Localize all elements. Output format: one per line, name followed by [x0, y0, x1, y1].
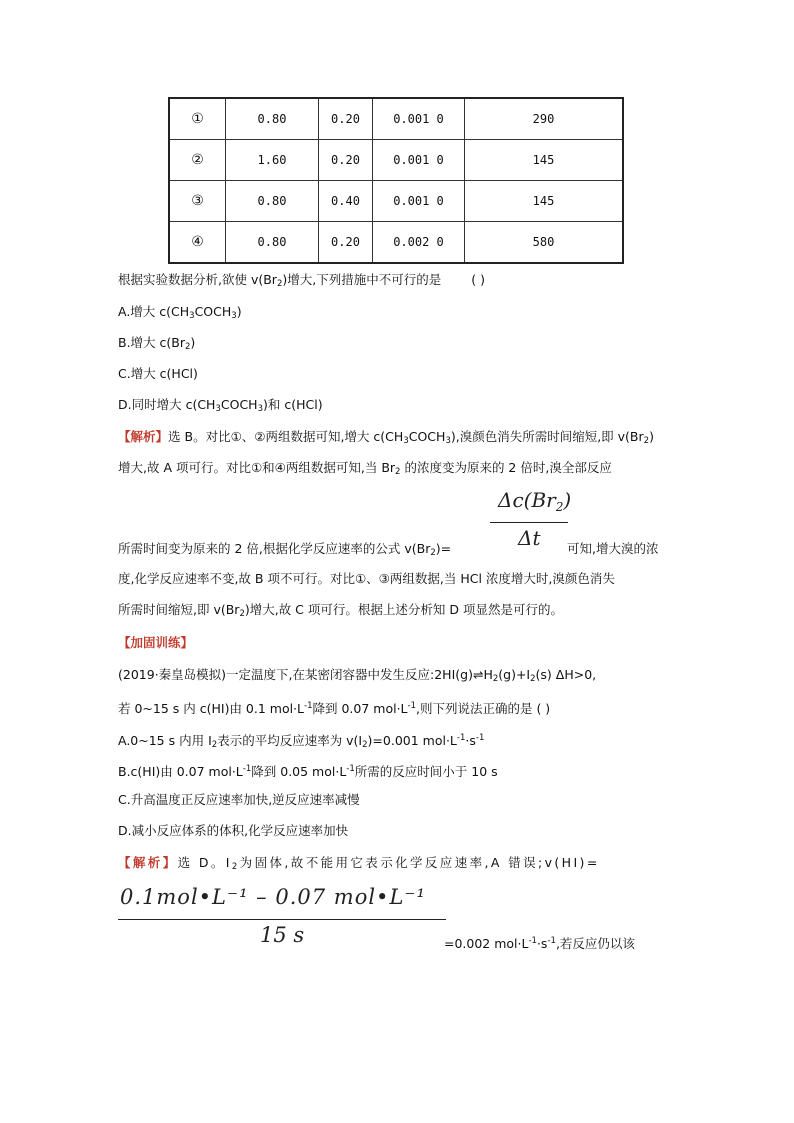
table-cell-acetone-concentration: 0.80: [226, 222, 319, 264]
table-cell-bromine-concentration: 0.002 0: [373, 222, 465, 264]
table-cell-hcl-concentration: 0.20: [319, 140, 373, 181]
rate-formula-denominator: Δt: [518, 526, 541, 550]
table-cell-experiment-number: ①: [169, 98, 226, 140]
question-2-option-b: B.c(HI)由 0.07 $mol\cdot L^{-1}$降到 0.05 $mol\cdot L^{-1}$所需的反应时间小于 10 s: [118, 764, 498, 779]
table-row: [169, 98, 623, 140]
table-cell-hcl-concentration: 0.20: [319, 98, 373, 140]
table-cell-hcl-concentration: 0.20: [319, 222, 373, 264]
analysis-2-line-2: =0.002 $mol\cdot L^{-1}\cdot s^{-1}$,若反应仍以该: [444, 936, 635, 951]
analysis-tag: 【解析】: [118, 429, 169, 444]
question-2-option-c: C.升高温度正反应速率加快,逆反应速率减慢: [118, 792, 360, 807]
table-cell-fade-time: 145: [465, 140, 624, 181]
table-cell-fade-time: 580: [465, 222, 624, 264]
table-cell-experiment-number: ②: [169, 140, 226, 181]
table-cell-fade-time: 145: [465, 181, 624, 222]
analysis-1-line-3-end: 可知,增大溴的浓: [567, 541, 659, 556]
table-cell-bromine-concentration: 0.001 0: [373, 140, 465, 181]
analysis-tag: 【解析】: [118, 855, 178, 870]
table-cell-acetone-concentration: 0.80: [226, 181, 319, 222]
table-cell-experiment-number: ④: [169, 222, 226, 264]
analysis-2-line-1: 【解析】选 D。$I_2$为固体,故不能用它表示化学反应速率,A 错误;v(HI)=: [118, 855, 600, 872]
table-cell-acetone-concentration: 0.80: [226, 98, 319, 140]
hi-rate-numerator: 0.1mol•L⁻¹ – 0.07 mol•L⁻¹: [120, 885, 426, 909]
analysis-1-line-3: 所需时间变为原来的 2 倍,根据化学反应速率的公式 $v(Br_2)=$: [118, 541, 452, 558]
table-cell-bromine-concentration: 0.001 0: [373, 181, 465, 222]
question-2-line-1: (2019·秦皇岛模拟)一定温度下,在某密闭容器中发生反应$:2HI(g)\rightleftharpoons H_2(g)+I_2(s)$ ΔH>0,: [118, 667, 597, 684]
hi-rate-bar: [118, 919, 446, 920]
rate-formula-bar: [490, 522, 568, 523]
experiment-data-table: [168, 97, 624, 264]
analysis-1-line-5: 所需时间缩短,即 $v(Br_2)$增大,故 C 项可行。根据上述分析知 D 项显然是可行的。: [118, 602, 563, 619]
question-2-option-a: A.0~15 s 内用 $I_2$表示的平均反应速率为 $v(I_2)=0.001$ $mol\cdot L^{-1}\cdot s^{-1}$: [118, 733, 485, 750]
table-cell-bromine-concentration: 0.001 0: [373, 98, 465, 140]
table-cell-acetone-concentration: 1.60: [226, 140, 319, 181]
table-cell-fade-time: 290: [465, 98, 624, 140]
hi-rate-denominator: 15 s: [260, 923, 305, 947]
table-row: [169, 140, 623, 181]
question-1-option-c: C.增大 c(HCl): [118, 366, 198, 381]
analysis-1-line-4: 度,化学反应速率不变,故 B 项不可行。对比①、③两组数据,当 HCl 浓度增大时,溴颜色消失: [118, 571, 615, 586]
question-2-line-2: 若 0~15 s 内 c(HI)由 0.1 $mol\cdot L^{-1}$降到 0.07 $mol\cdot L^{-1}$,则下列说法正确的是 ( ): [118, 701, 551, 716]
analysis-1-line-1: 【解析】选 B。对比①、②两组数据可知,增大 $c(CH_3COCH_3)$,溴颜色消失所需时间缩短,即 $v(Br_2)$: [118, 429, 654, 446]
question-1-option-b: B.增大 $c(Br_2)$: [118, 335, 196, 352]
question-2-option-d: D.减小反应体系的体积,化学反应速率加快: [118, 823, 349, 838]
question-1-stem: 根据实验数据分析,欲使 $v(Br_2)$增大,下列措施中不可行的是 ( ): [118, 272, 485, 289]
table-row: [169, 181, 623, 222]
table-row: [169, 222, 623, 264]
table-cell-experiment-number: ③: [169, 181, 226, 222]
rate-formula-numerator: $\Delta c(Br_2)$: [498, 488, 572, 514]
question-1-option-d: D.同时增大 $c(CH_3COCH_3)$和 c(HCl): [118, 397, 323, 414]
analysis-1-line-2: 增大,故 A 项可行。对比①和④两组数据可知,当 $Br_2$ 的浓度变为原来的 2 倍时,溴全部反应: [118, 460, 612, 477]
reinforcement-section-title: 【加固训练】: [118, 635, 194, 650]
table-cell-hcl-concentration: 0.40: [319, 181, 373, 222]
question-1-option-a: A.增大 $c(CH_3COCH_3)$: [118, 304, 242, 321]
